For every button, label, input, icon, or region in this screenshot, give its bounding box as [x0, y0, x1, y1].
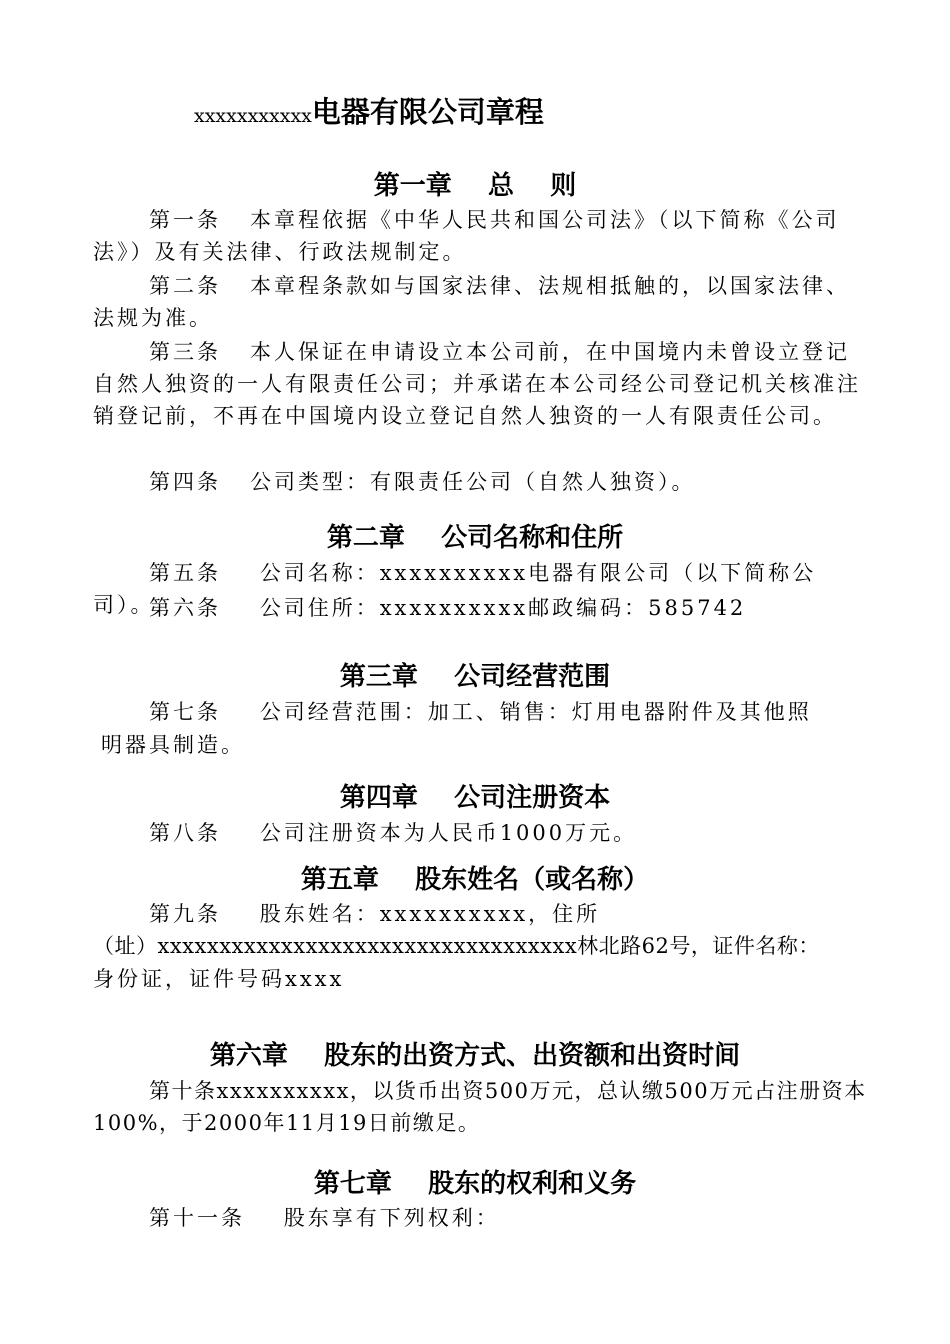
chapter-7-heading: 第七章 股东的权利和义务 [313, 1169, 637, 1199]
article-7-line-1: 第七条 公司经营范围：加工、销售：灯用电器附件及其他照 [149, 700, 812, 724]
article-3: 第三条 本人保证在申请设立本公司前，在中国境内未曾设立登记自然人独资的一人有限责任公司；并承诺在本公司经公司登记机关核准注销登记前，不再在中国境内设立登记自然人独资的一人有限责任公司。 [93, 340, 861, 428]
chapter-1-heading: 第一章 总 则 [373, 171, 577, 201]
article-2: 第二条 本章程条款如与国家法律、法规相抵触的，以国家法律、法规为准。 [93, 274, 851, 330]
article-10: 第十条xxxxxxxxxx，以货币出资500万元，总认缴500万元占注册资本100%，于2000年11月19日前缴足。 [93, 1079, 867, 1135]
article-11: 第十一条 股东享有下列权利： [149, 1206, 500, 1230]
document-title [194, 90, 544, 131]
chapter-3-heading: 第三章 公司经营范围 [339, 662, 611, 692]
chapter-6-heading: 第六章 股东的出资方式、出资额和出资时间 [209, 1041, 741, 1071]
chapter-5-heading: 第五章 股东姓名（或名称） [300, 865, 650, 895]
article-1: 第一条 本章程依据《中华人民共和国公司法》（以下简称《公司法》）及有关法律、行政法规制定。 [93, 208, 840, 264]
company-name-placeholder: xxxxxxxxxxx [194, 105, 312, 127]
article-9-line-2: （址）xxxxxxxxxxxxxxxxxxxxxxxxxxxxxxxxxx林北路62号，证件名称： [93, 934, 820, 958]
article-6: 第六条 公司住所：xxxxxxxxxx邮政编码：585742 [149, 596, 747, 620]
chapter-2-heading: 第二章 公司名称和住所 [326, 523, 624, 553]
article-7-line-2: 明器具制造。 [101, 733, 245, 757]
article-9-line-3: 身份证，证件号码xxxx [93, 967, 345, 991]
chapter-4-heading: 第四章 公司注册资本 [339, 783, 611, 813]
article-4: 第四条 公司类型：有限责任公司（自然人独资）。 [149, 470, 696, 494]
article-8: 第八条 公司注册资本为人民币1000万元。 [149, 821, 638, 845]
article-5: 第五条 公司名称：xxxxxxxxxx电器有限公司（以下简称公司）。 [93, 561, 817, 617]
title-text: 电器有限公司章程 [311, 95, 544, 129]
article-9-line-1: 第九条 股东姓名：xxxxxxxxxx，住所 [149, 902, 601, 926]
